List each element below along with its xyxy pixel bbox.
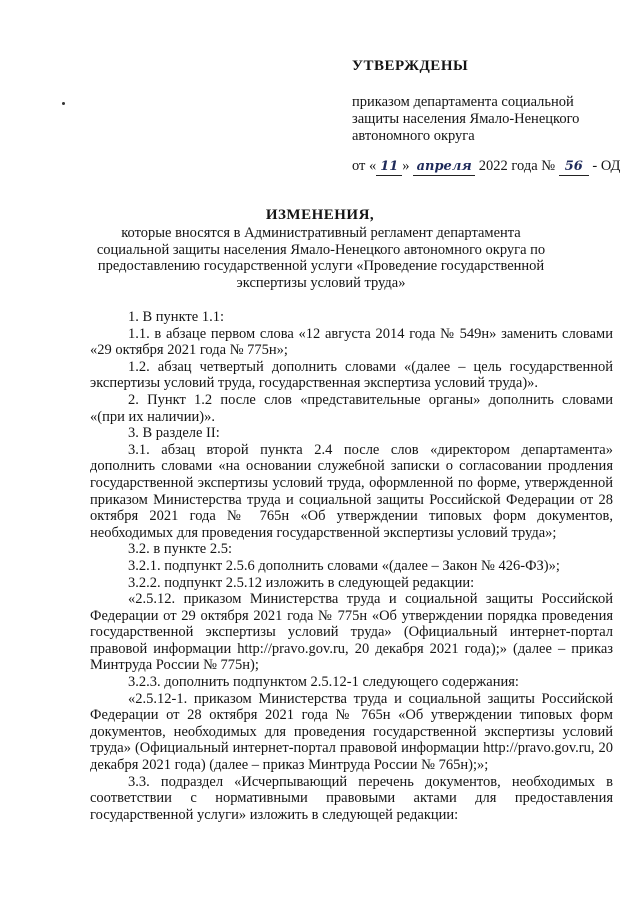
order-month-handwritten: апреля	[413, 158, 475, 176]
scan-speck	[62, 102, 65, 105]
approval-heading: УТВЕРЖДЕНЫ	[352, 58, 469, 74]
approval-line-3: автономного округа	[352, 128, 475, 144]
paragraph-3-2-2: 3.2.2. подпункт 2.5.12 изложить в следующей редакции:	[128, 574, 475, 591]
approval-line-2: защиты населения Ямало-Ненецкого	[352, 111, 580, 127]
order-mid: »	[402, 158, 414, 174]
document-subtitle: которые вносятся в Административный регламент департамента социальной защиты населения Ямало-Ненецкого автономного округа по предоставлению государственной услуги «Проведение государственной экспертизы условий труда»	[96, 225, 546, 291]
order-suffix: - ОД	[588, 158, 621, 174]
paragraph-3-1: 3.1. абзац второй пункта 2.4 после слов «директором департамента» дополнить словами «на основании служебной записки о согласовании продления государственной экспертизы условий труда, оформленной по форме, утвержденной приказом Министерства труда и социальной защиты Российской Федерации от 28 октября 2021 года № 765н «Об утверждении типовых форм документов, необходимых для проведения государственной экспертизы условий труда»;	[90, 441, 613, 541]
paragraph-1-1: 1.1. в абзаце первом слова «12 августа 2014 года № 549н» заменить словами «29 октября 2021 года № 775н»;	[90, 325, 613, 359]
paragraph-2-5-12-text: «2.5.12. приказом Министерства труда и социальной защиты Российской Федерации от 29 октября 2021 года № 775н «Об утверждении порядка проведения государственной экспертизы условий труда» (Официальный интернет-портал правовой информации http://pravo.gov.ru, 20 декабря 2021 года);» (далее – приказ Минтруда России № 775н);	[90, 591, 613, 674]
order-year: 2022 года №	[475, 158, 559, 174]
paragraph-3-2: 3.2. в пункте 2.5:	[128, 541, 233, 558]
approval-line-1: приказом департамента социальной	[352, 94, 574, 110]
paragraph-1: 1. В пункте 1.1:	[128, 309, 224, 325]
paragraph-3-2-3: 3.2.3. дополнить подпунктом 2.5.12-1 следующего содержания:	[128, 674, 519, 691]
order-prefix: от «	[352, 158, 377, 174]
paragraph-2: 2. Пункт 1.2 после слов «представительные органы» дополнить словами «(при их наличии)».	[90, 391, 613, 425]
paragraph-1-2: 1.2. абзац четвертый дополнить словами «(далее – цель государственной экспертизы условий труда, государственная экспертиза условий труда)».	[90, 358, 613, 392]
document-title: ИЗМЕНЕНИЯ,	[265, 207, 375, 223]
document-body	[90, 309, 613, 823]
order-date-line	[352, 158, 622, 176]
order-day-handwritten: 11	[376, 158, 402, 176]
order-number-handwritten: 56	[559, 158, 589, 176]
approval-block	[352, 58, 622, 176]
paragraph-3-2-1: 3.2.1. подпункт 2.5.6 дополнить словами «(далее – Закон № 426-ФЗ)»;	[128, 557, 560, 574]
paragraph-3-3: 3.3. подраздел «Исчерпывающий перечень документов, необходимых в соответствии с нормативными правовыми актами для предоставления государственной услуги» изложить в следующей редакции:	[90, 773, 613, 823]
paragraph-2-5-12-1-text: «2.5.12-1. приказом Министерства труда и социальной защиты Российской Федерации от 28 октября 2021 года № 765н «Об утверждении типовых форм документов, необходимых для проведения государственной экспертизы условий труда» (Официальный интернет-портал правовой информации http://pravo.gov.ru, 20 декабря 2021 года) (далее – приказ Минтруда России № 765н);»;	[90, 690, 613, 774]
paragraph-3: 3. В разделе II:	[128, 425, 220, 442]
